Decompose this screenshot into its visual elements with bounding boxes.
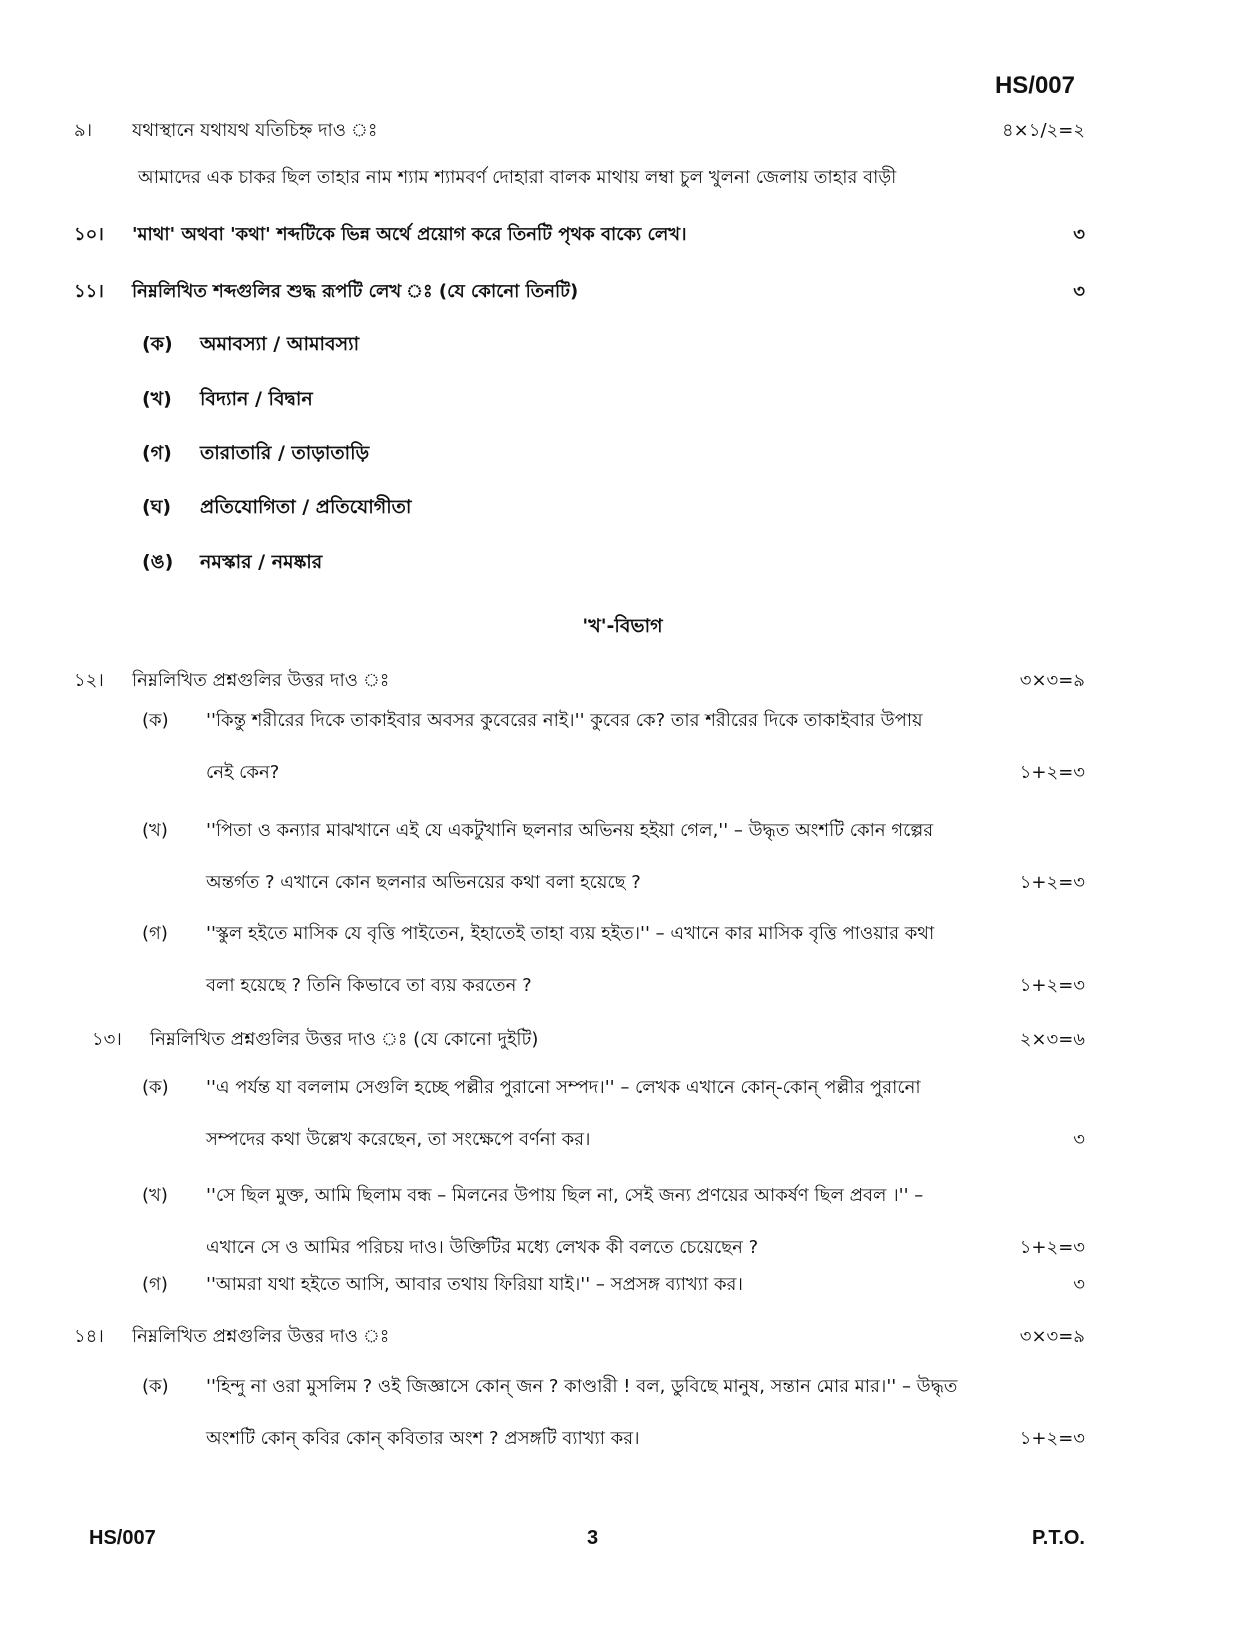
question-number: ১২। <box>74 670 104 691</box>
question-marks: ৩×৩=৯ <box>1019 670 1085 691</box>
subquestion-12-ga <box>142 908 1085 1012</box>
subquestion-line: ''পিতা ও কন্যার মাঝখানে এই যে একটুখানি ছলনার অভিনয় হইয়া গেল,'' – উদ্ধৃত অংশটি কোন গল্পের <box>206 820 934 841</box>
question-11 <box>74 277 1085 308</box>
subquestion-line: অন্তর্গত ? এখানে কোন ছলনার অভিনয়ের কথা বলা হয়েছে ? <box>206 872 641 893</box>
subquestion-line: অংশটি কোন্ কবির কোন্ কবিতার অংশ ? প্রসঙ্গটি ব্যাখ্যা কর। <box>206 1428 640 1449</box>
subquestion-line: বলা হয়েছে ? তিনি কিভাবে তা ব্যয় করতেন ? <box>206 975 532 996</box>
subquestion-13-ga <box>142 1259 1085 1311</box>
option-label: (ঘ) <box>142 496 172 518</box>
subquestion-line: সম্পদের কথা উল্লেখ করেছেন, তা সংক্ষেপে বর্ণনা কর। <box>206 1129 591 1150</box>
question-14 <box>74 1322 1085 1353</box>
pto-label: P.T.O. <box>1032 1527 1085 1549</box>
option-text: তারাতারি / তাড়াতাড়ি <box>200 442 370 464</box>
question-number: ১৩। <box>92 1029 122 1050</box>
paper-code-top: HS/007 <box>994 72 1075 99</box>
subquestion-line: নেই কেন? <box>206 762 280 783</box>
subquestion-label: (ক) <box>142 710 169 731</box>
option-ga <box>142 439 369 471</box>
option-text: অমাবস্যা / আমাবস্যা <box>200 333 360 355</box>
option-label: (ক) <box>142 333 173 355</box>
subquestion-marks: ১+২=৩ <box>1019 1428 1085 1449</box>
option-label: (খ) <box>142 388 172 410</box>
option-gha <box>142 493 411 525</box>
subquestion-line: ''হিন্দু না ওরা মুসলিম ? ওই জিজ্ঞাসে কোন্ জন ? কাণ্ডারী ! বল, ডুবিছে মানুষ, সন্তান মোর মার।'' – উদ্ধৃত <box>206 1376 958 1397</box>
option-text: বিদ্যান / বিদ্বান <box>200 388 313 410</box>
question-text: নিম্নলিখিত শব্দগুলির শুদ্ধ রূপটি লেখ ঃ (যে কোনো তিনটি) <box>132 281 579 302</box>
option-text: প্রতিযোগিতা / প্রতিযোগীতা <box>200 496 412 518</box>
subquestion-line: ''স্কুল হইতে মাসিক যে বৃত্তি পাইতেন, ইহাতেই তাহা ব্যয় হইত।'' – এখানে কার মাসিক বৃত্তি পাওয়ার কথা <box>206 923 935 944</box>
question-13 <box>92 1025 1085 1056</box>
question-10 <box>74 220 1085 251</box>
question-marks: ৩ <box>1073 281 1085 302</box>
subquestion-label: (ক) <box>142 1376 169 1397</box>
question-number: ১১। <box>74 281 104 302</box>
option-kha <box>142 385 313 417</box>
question-text: নিম্নলিখিত প্রশ্নগুলির উত্তর দাও ঃ <box>132 670 390 691</box>
question-text: নিম্নলিখিত প্রশ্নগুলির উত্তর দাও ঃ (যে কোনো দুইটি) <box>150 1029 539 1050</box>
question-marks: ৪×১/২=২ <box>1002 120 1085 141</box>
page-number: 3 <box>587 1527 599 1549</box>
subquestion-label: (গ) <box>142 1274 168 1295</box>
subquestion-marks: ১+২=৩ <box>1019 1237 1085 1258</box>
question-number: ৯। <box>74 120 93 141</box>
question-text: যথাস্থানে যথাযথ যতিচিহ্ন দাও ঃ <box>132 120 378 141</box>
subquestion-label: (ক) <box>142 1077 169 1098</box>
question-text: 'মাথা' অথবা 'কথা' শব্দটিকে ভিন্ন অর্থে প্রয়োগ করে তিনটি পৃথক বাক্যে লেখ। <box>132 224 687 245</box>
subquestion-line: ''সে ছিল মুক্ত, আমি ছিলাম বন্ধ – মিলনের উপায় ছিল না, সেই জন্য প্রণয়ের আকর্ষণ ছিল প্রবল ।'' – <box>206 1185 924 1206</box>
question-marks: ৩ <box>1073 224 1085 245</box>
question-marks: ২×৩=৬ <box>1019 1029 1085 1050</box>
option-text: নমস্কার / নমষ্কার <box>200 551 323 573</box>
subquestion-line: ''আমরা যথা হইতে আসি, আবার তথায় ফিরিয়া যাই।'' – সপ্রসঙ্গ ব্যাখ্যা কর। <box>206 1274 743 1295</box>
subquestion-marks: ৩ <box>1073 1129 1085 1150</box>
subquestion-marks: ১+২=৩ <box>1019 872 1085 893</box>
option-label: (ঙ) <box>142 551 174 573</box>
question-text: নিম্নলিখিত প্রশ্নগুলির উত্তর দাও ঃ <box>132 1326 390 1347</box>
subquestion-line: ''এ পর্যন্ত যা বললাম সেগুলি হচ্ছে পল্লীর পুরানো সম্পদ।'' – লেখক এখানে কোন্-কোন্ পল্লীর পুরানো <box>206 1077 921 1098</box>
option-ka <box>142 330 359 362</box>
subquestion-marks: ১+২=৩ <box>1019 762 1085 783</box>
subquestion-12-kha <box>142 805 1085 909</box>
subquestion-14-ka <box>142 1361 1085 1465</box>
subquestion-label: (খ) <box>142 1185 168 1206</box>
option-umo <box>142 548 322 580</box>
subquestion-line: এখানে সে ও আমির পরিচয় দাও। উক্তিটির মধ্যে লেখক কী বলতে চেয়েছেন ? <box>206 1237 759 1258</box>
paper-code-footer: HS/007 <box>89 1527 156 1549</box>
question-number: ১০। <box>74 224 104 245</box>
subquestion-label: (খ) <box>142 820 168 841</box>
subquestion-label: (গ) <box>142 923 168 944</box>
subquestion-marks: ৩ <box>1073 1274 1085 1295</box>
question-9 <box>74 116 1085 147</box>
question-marks: ৩×৩=৯ <box>1019 1326 1085 1347</box>
subquestion-marks: ১+২=৩ <box>1019 975 1085 996</box>
question-12 <box>74 666 1085 697</box>
section-heading: 'খ'-বিভাগ <box>582 615 663 637</box>
option-label: (গ) <box>142 442 172 464</box>
subquestion-12-ka <box>142 695 1085 799</box>
subquestion-13-ka <box>142 1062 1085 1166</box>
punctuation-passage: আমাদের এক চাকর ছিল তাহার নাম শ্যাম শ্যামবর্ণ দোহারা বালক মাথায় লম্বা চুল খুলনা জেলায় তাহার বাড়ী <box>138 167 897 188</box>
question-number: ১৪। <box>74 1326 104 1347</box>
subquestion-line: ''কিন্তু শরীরের দিকে তাকাইবার অবসর কুবেরের নাই।'' কুবের কে? তার শরীরের দিকে তাকাইবার উপায় <box>206 710 923 731</box>
